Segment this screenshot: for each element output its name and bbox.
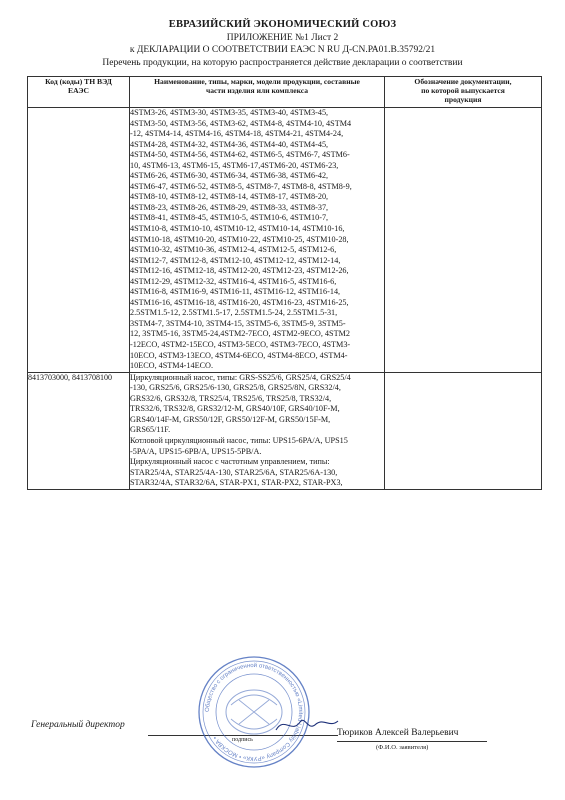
appendix-title: ПРИЛОЖЕНИЕ №1 Лист 2 (226, 33, 339, 43)
products-table (27, 76, 542, 490)
description-line: STAR25/4A, STAR25/4A-130, STAR25/6A, STAR25/6A-130, (130, 467, 338, 477)
description-line: 4STM16-16, 4STM16-18, 4STM16-20, 4STM16-23, 4STM16-25, (130, 297, 349, 307)
name-caption: (Ф.И.О. заявителя) (376, 744, 429, 751)
cell-tn-ved-code (28, 108, 130, 373)
description-line: 4STM8-41, 4STM8-45, 4STM10-5, 4STM10-6, 4STM10-7, (130, 213, 329, 223)
table-row (28, 108, 542, 373)
description-line: 4STM10-18, 4STM10-20, 4STM10-22, 4STM10-25, 4STM10-28, (130, 234, 349, 244)
column-header-documentation: Обозначение документации, по которой выпускается продукция (385, 77, 542, 108)
description-line: Котловой циркуляционный насос, типы: UPS15-6PA/A, UPS15 (130, 435, 348, 445)
description-line: 10ECO, 4STM3-13ECO, 4STM4-6ECO, 4STM4-8ECO, 4STM4- (130, 350, 348, 360)
description-line: GRS40/14F-M, GRS50/12F, GRS50/12F-M, GRS50/15F-M, (130, 414, 331, 424)
description-line: -5PA/A, UPS15-6PB/A, UPS15-5PB/A. (130, 446, 262, 456)
description-line: 4STM4-50, 4STM4-56, 4STM4-62, 4STM6-5, 4STM6-7, 4STM6- (130, 150, 350, 160)
signatory-position: Генеральный директор (31, 720, 125, 730)
declaration-number: к ДЕКЛАРАЦИИ О СООТВЕТСТВИИ ЕАЭС N RU Д-CN.РА01.В.35792/21 (129, 45, 436, 55)
description-line: 4STM16-8, 4STM16-9, 4STM16-11, 4STM16-12, 4STM16-14, (130, 287, 341, 297)
description-line: 4STM10-32, 4STM10-36, 4STM12-4, 4STM12-5, 4STM12-6, (130, 245, 337, 255)
description-line: 2.5STM1.5-12, 2.5STM1.5-17, 2.5STM1.5-24, 2.5STM1.5-31, (130, 308, 338, 318)
cell-product-description (130, 108, 385, 373)
signature-caption: подпись (232, 737, 253, 743)
signatory-name: Тюриков Алексей Валерьевич (337, 728, 459, 738)
description-line: 4STM8-10, 4STM8-12, 4STM8-14, 4STM8-17, 4STM8-20, (130, 192, 329, 202)
cell-product-description (130, 372, 385, 489)
description-line: 4STM8-23, 4STM8-26, 4STM8-29, 4STM8-33, 4STM8-37, (130, 202, 329, 212)
description-line: GRS32/6, GRS32/8, TRS25/4, TRS25/6, TRS25/8, TRS32/4, (130, 393, 332, 403)
description-line: 4STM3-26, 4STM3-30, 4STM3-35, 4STM3-40, 4STM3-45, (130, 108, 329, 117)
description-line: 4STM10-8, 4STM10-10, 4STM10-12, 4STM10-14, 4STM10-16, (130, 224, 345, 234)
description-line: -12ECO, 4STM2-15ECO, 4STM3-5ECO, 4STM3-7ECO, 4STM3- (130, 340, 351, 350)
column-header-name: Наименование, типы, марки, модели продукции, составные части изделия или комплекса (130, 77, 385, 108)
union-title: ЕВРАЗИЙСКИЙ ЭКОНОМИЧЕСКИЙ СОЮЗ (168, 19, 397, 30)
description-line: 10ECO, 4STM4-14ECO. (130, 361, 214, 371)
seal-ring-text: Общество с ограниченной ответственностью «Limited Liability Company «РУКК» • МОСКВА • (204, 662, 304, 762)
description-line: 4STM6-47, 4STM6-52, 4STM8-5, 4STM8-7, 4STM8-8, 4STM8-9, (130, 181, 352, 191)
description-line: 4STM3-50, 4STM3-56, 4STM3-62, 4STM4-8, 4STM4-10, 4STM4 (130, 118, 352, 128)
description-line: -130, GRS25/6, GRS25/6-130, GRS25/8, GRS25/8N, GRS32/4, (130, 383, 341, 393)
description-line: 4STM12-29, 4STM12-32, 4STM16-4, 4STM16-5, 4STM16-6, (130, 276, 337, 286)
description-line: 4STM12-7, 4STM12-8, 4STM12-10, 4STM12-12, 4STM12-14, (130, 255, 341, 265)
description-line: Циркуляционный насос, типы: GRS-SS25/6, GRS25/4, GRS25/4 (130, 372, 351, 382)
description-line: 12, 3STM5-16, 3STM5-24,4STM2-7ECO, 4STM2-9ECO, 4STM2 (130, 329, 350, 339)
description-line: 4STM6-26, 4STM6-30, 4STM6-34, 4STM6-38, 4STM6-42, (130, 171, 329, 181)
description-line: TRS32/6, TRS32/8, GRS32/12-M, GRS40/10F, GRS40/10F-M, (130, 404, 340, 414)
column-header-code: Код (коды) ТН ВЭД ЕАЭС (28, 77, 130, 108)
table-row (28, 372, 542, 489)
cell-tn-ved-code: 8413703000, 8413708100 (28, 372, 130, 489)
description-line: 10, 4STM6-13, 4STM6-15, 4STM6-17,4STM6-20, 4STM6-23, (130, 160, 339, 170)
table-header-row (28, 77, 542, 108)
list-title: Перечень продукции, на которую распространяется действие декларации о соответствии (102, 58, 463, 68)
cell-documentation (385, 108, 542, 373)
description-line: -12, 4STM4-14, 4STM4-16, 4STM4-18, 4STM4-21, 4STM4-24, (130, 129, 344, 139)
description-line: GRS65/11F. (130, 425, 171, 435)
description-line: Циркуляционный насос с частотным управлением, типы: (130, 457, 330, 467)
description-line: 4STM12-16, 4STM12-18, 4STM12-20, 4STM12-23, 4STM12-26, (130, 266, 349, 276)
description-line: 4STM4-28, 4STM4-32, 4STM4-36, 4STM4-40, 4STM4-45, (130, 139, 329, 149)
description-line: 3STM4-7, 3STM4-10, 3STM4-15, 3STM5-6, 3STM5-9, 3STM5- (130, 318, 346, 328)
cell-documentation (385, 372, 542, 489)
handwritten-signature (272, 712, 342, 736)
description-line: STAR32/4A, STAR32/6A, STAR-PX1, STAR-PX2, STAR-PX3, (130, 478, 343, 488)
name-line (337, 741, 487, 742)
